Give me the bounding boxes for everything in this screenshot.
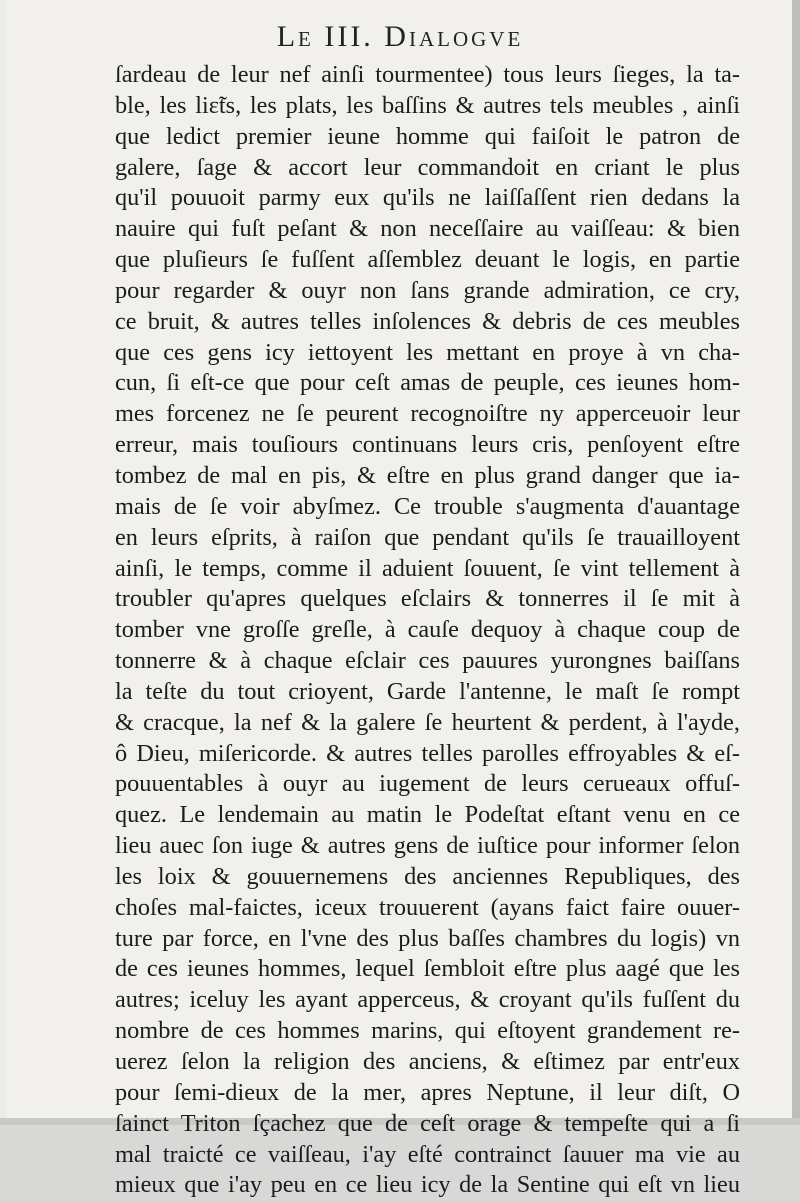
text-line: mais de ſe voir abyſmez. Ce trouble s'augmenta d'auantage	[115, 492, 740, 520]
text-line: nauire qui fuſt peſant & non neceſſaire au vaiſſeau: & bien	[115, 215, 740, 243]
text-line: que ces gens icy iettoyent les mettant en proye à vn cha-	[115, 338, 740, 366]
text-line: mes forcenez ne ſe peurent recognoiſtre ny apperceuoir leur	[115, 400, 740, 428]
text-line: qu'il pouuoit parmy eux qu'ils ne laiſſaſſent rien dedans la	[115, 184, 740, 212]
text-line: lieu auec ſon iuge & autres gens de iuſtice pour informer ſelon	[115, 832, 740, 860]
text-line: mal traicté ce vaiſſeau, i'ay eſté contrainct ſauuer ma vie au	[115, 1140, 740, 1168]
text-line: ſainct Triton ſçachez que de ceſt orage & tempeſte qui a ſi	[115, 1109, 740, 1137]
text-line: ce bruit, & autres telles inſolences & debris de ces meubles	[115, 307, 740, 335]
text-line: ſardeau de leur nef ainſi tourmentee) tous leurs ſieges, la ta-	[115, 61, 740, 88]
body-text	[115, 60, 740, 1201]
text-line: tonnerre & à chaque eſclair ces pauures yurongnes baiſſans	[115, 647, 740, 675]
text-line: nombre de ces hommes marins, qui eſtoyent grandement re-	[115, 1017, 740, 1045]
text-line: pour ſemi-dieux de la mer, apres Neptune, il leur diſt, O	[115, 1078, 740, 1106]
text-line: cun, ſi eſt-ce que pour ceſt amas de peuple, ces ieunes hom-	[115, 369, 740, 397]
text-line: erreur, mais touſiours continuans leurs cris, penſoyent eſtre	[115, 431, 740, 459]
text-line: pour regarder & ouyr non ſans grande admiration, ce cry,	[115, 276, 740, 304]
text-line: les loix & gouuernemens des anciennes Republiques, des	[115, 862, 740, 890]
text-line: ble, les liɛ̃ts, les plats, les baſſins & autres tels meubles , ainſi	[115, 91, 740, 119]
running-head: Le III. Dialogve	[276, 20, 524, 53]
text-line: que ledict premier ieune homme qui faiſoit le patron de	[115, 122, 740, 150]
text-line: autres; iceluy les ayant apperceus, & croyant qu'ils fuſſent du	[115, 986, 740, 1014]
text-line: choſes mal-faictes, iceux trouuerent (ayans faict faire ouuer-	[115, 893, 740, 921]
text-line: la teſte du tout crioyent, Garde l'antenne, le maſt ſe rompt	[115, 677, 740, 705]
page-edge-shadow	[792, 0, 800, 1125]
text-line: pouuentables à ouyr au iugement de leurs cerueaux offuſ-	[115, 770, 740, 798]
text-line: ture par force, en l'vne des plus baſſes chambres du logis) vn	[115, 924, 740, 952]
text-line: troubler qu'apres quelques eſclairs & tonnerres il ſe mit à	[115, 585, 740, 613]
text-line: tombez de mal en pis, & eſtre en plus grand danger que ia-	[115, 461, 740, 489]
text-line: ô Dieu, miſericorde. & autres telles parolles effroyables & eſ-	[115, 739, 740, 767]
text-line: & cracque, la nef & la galere ſe heurtent & perdent, à l'ayde,	[115, 708, 740, 736]
text-line: de ces ieunes hommes, lequel ſembloit eſtre plus aagé que les	[115, 955, 740, 983]
text-line: en leurs eſprits, à raiſon que pendant qu'ils ſe trauailloyent	[115, 523, 740, 551]
text-line: galere, ſage & accort leur commandoit en criant le plus	[115, 153, 740, 181]
text-line: quez. Le lendemain au matin le Podeſtat eſtant venu en ce	[115, 801, 740, 829]
text-line: ainſi, le temps, comme il aduient ſouuent, ſe vint tellement à	[115, 554, 740, 582]
text-line: mieux que i'ay peu en ce lieu icy de la Sentine qui eſt vn lieu	[115, 1171, 740, 1199]
text-line: que pluſieurs ſe fuſſent aſſemblez deuant le logis, en partie	[115, 246, 740, 274]
text-line: uerez ſelon la religion des anciens, & eſtimez par entr'eux	[115, 1048, 740, 1075]
text-line: tomber vne groſſe greſle, à cauſe dequoy à chaque coup de	[115, 616, 740, 644]
